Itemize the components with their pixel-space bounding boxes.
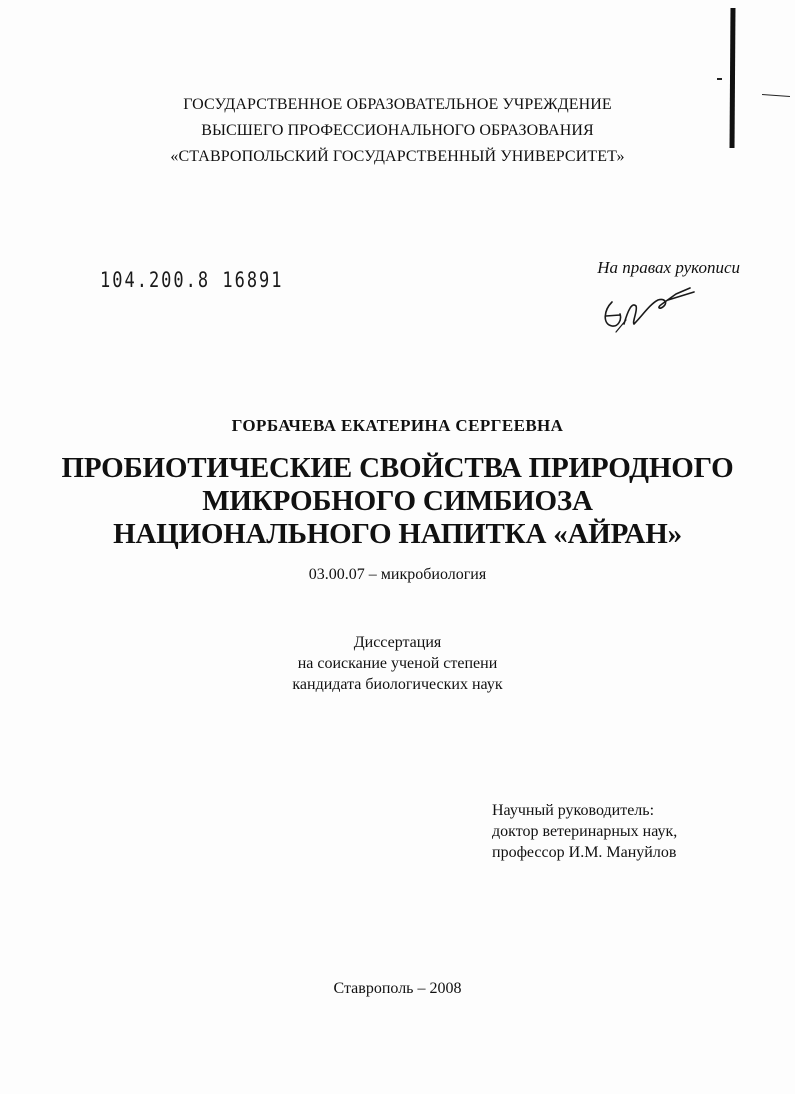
city-year: Ставрополь – 2008 (333, 980, 462, 997)
supervisor-line: Научный руководитель: (492, 802, 655, 819)
institution-line: ВЫСШЕГО ПРОФЕССИОНАЛЬНОГО ОБРАЗОВАНИЯ (201, 122, 594, 139)
institution-line: «СТАВРОПОЛЬСКИЙ ГОСУДАРСТВЕННЫЙ УНИВЕРСИТЕТ» (170, 148, 625, 165)
degree-line: на соискание ученой степени (297, 655, 498, 672)
supervisor-block (492, 800, 677, 863)
supervisor-line: доктор ветеринарных наук, (492, 823, 678, 840)
dissertation-title (0, 452, 795, 551)
scan-mark (717, 78, 722, 80)
degree-info (0, 632, 795, 695)
signature-icon (598, 280, 708, 340)
manuscript-note: На правах рукописи (597, 258, 740, 277)
registration-number: 104.200.8 16891 (100, 268, 284, 293)
title-line: ПРОБИОТИЧЕСКИЕ СВОЙСТВА ПРИРОДНОГО (61, 452, 734, 484)
institution-header (0, 92, 795, 170)
degree-line: кандидата биологических наук (292, 676, 503, 693)
supervisor-line: профессор И.М. Мануйлов (492, 844, 677, 861)
title-line: МИКРОБНОГО СИМБИОЗА (202, 485, 593, 517)
institution-line: ГОСУДАРСТВЕННОЕ ОБРАЗОВАТЕЛЬНОЕ УЧРЕЖДЕНИЕ (183, 96, 612, 113)
author-name: ГОРБАЧЕВА ЕКАТЕРИНА СЕРГЕЕВНА (231, 416, 564, 435)
specialty-code: 03.00.07 – микробиология (308, 566, 487, 583)
title-line: НАЦИОНАЛЬНОГО НАПИТКА «АЙРАН» (113, 518, 682, 550)
degree-line: Диссертация (353, 634, 442, 651)
